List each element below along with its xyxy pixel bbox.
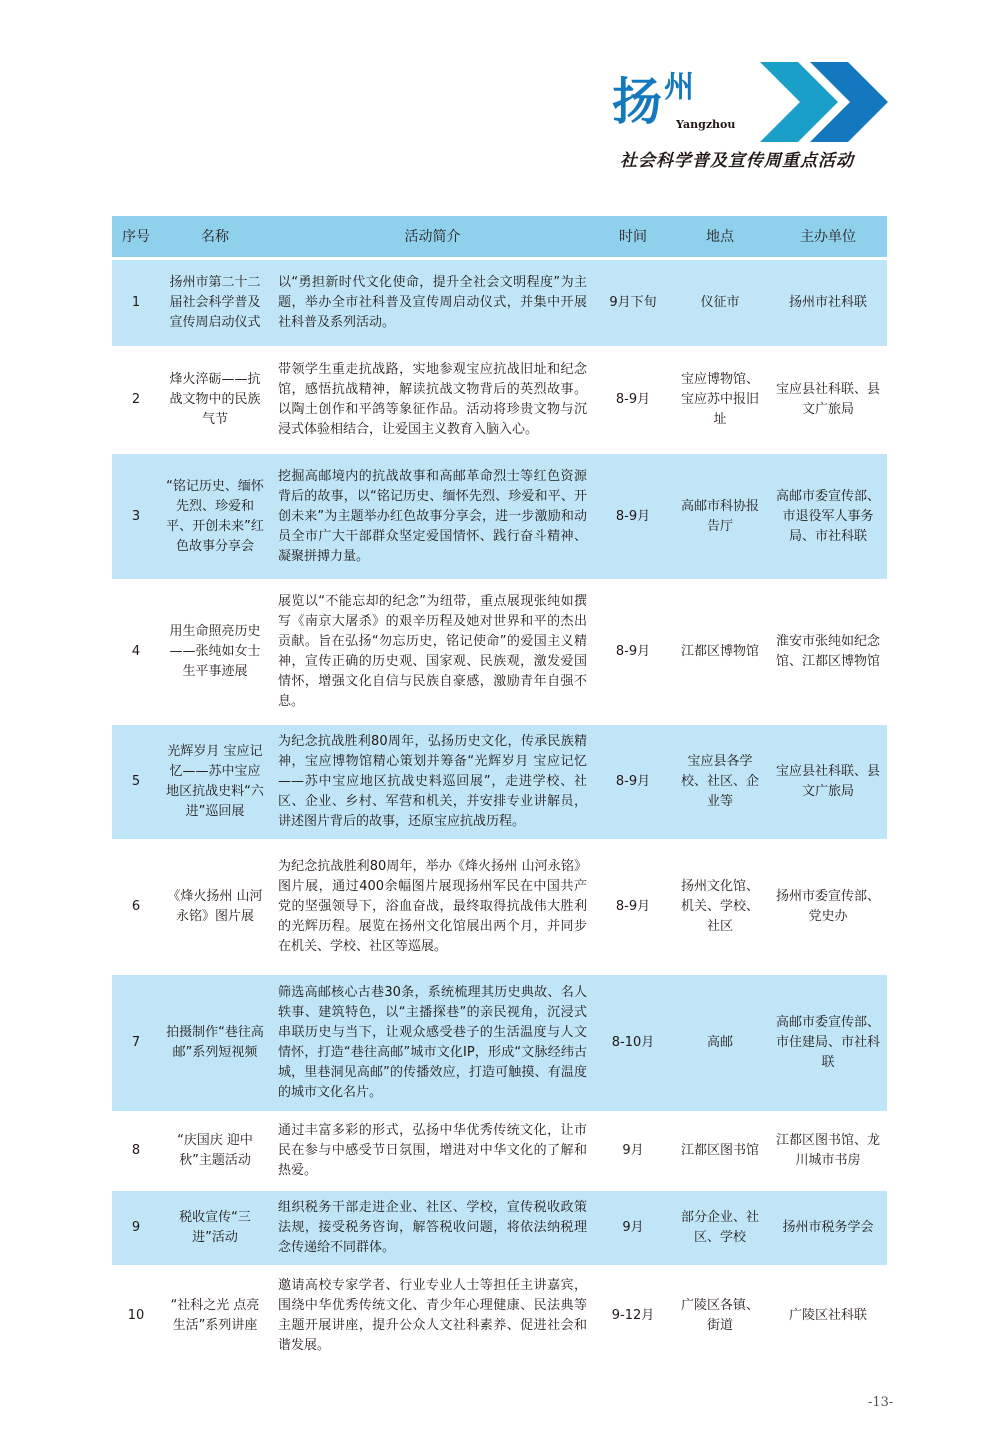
cell-place: 江都区博物馆: [671, 582, 769, 722]
cell-no: 5: [112, 725, 160, 839]
cell-no: 8: [112, 1114, 160, 1188]
cell-intro: 组织税务干部走进企业、社区、学校，宣传税收政策法规，接受税务咨询，解答税收问题，将依法纳税理念传递给不同群体。: [270, 1191, 595, 1265]
cell-name: 扬州市第二十二届社会科学普及宣传周启动仪式: [160, 260, 270, 346]
cell-no: 1: [112, 260, 160, 346]
table-row: [112, 842, 887, 972]
table-row: [112, 260, 887, 346]
cell-place: 仪征市: [671, 260, 769, 346]
cell-org: 扬州市委宣传部、党史办: [769, 842, 887, 972]
column-header-no: 序号: [112, 216, 160, 257]
table-row: [112, 349, 887, 451]
cell-place: 高邮: [671, 975, 769, 1111]
logo-english: Yangzhou: [676, 118, 736, 131]
column-header-intro: 活动简介: [270, 216, 595, 257]
cell-intro: 展览以“不能忘却的纪念”为纽带，重点展现张纯如撰写《南京大屠杀》的艰辛历程及她对世界和平的杰出贡献。旨在弘扬“勿忘历史，铭记使命”的爱国主义精神，宣传正确的历史观、国家观、民族观，激发爱国情怀，增强文化自信与民族自豪感，激励青年自强不息。: [270, 582, 595, 722]
cell-org: 宝应县社科联、县文广旅局: [769, 349, 887, 451]
cell-time: 8-10月: [595, 975, 671, 1111]
column-header-name: 名称: [160, 216, 270, 257]
cell-org: 高邮市委宣传部、市住建局、市社科联: [769, 975, 887, 1111]
cell-no: 3: [112, 454, 160, 579]
cell-intro: 带领学生重走抗战路，实地参观宝应抗战旧址和纪念馆，感悟抗战精神，解读抗战文物背后的英烈故事。以陶土创作和平鸽等象征作品。活动将珍贵文物与沉浸式体验相结合，让爱国主义教育入脑入心。: [270, 349, 595, 451]
page-header: [0, 0, 1000, 200]
logo-character-zhou: 州: [664, 70, 696, 105]
cell-name: “社科之光 点亮生活”系列讲座: [160, 1268, 270, 1364]
cell-intro: 以“勇担新时代文化使命，提升全社会文明程度”为主题，举办全市社科普及宣传周启动仪式，并集中开展社科普及系列活动。: [270, 260, 595, 346]
cell-no: 9: [112, 1191, 160, 1265]
cell-time: 8-9月: [595, 582, 671, 722]
cell-time: 8-9月: [595, 349, 671, 451]
cell-place: 宝应博物馆、宝应苏中报旧址: [671, 349, 769, 451]
cell-no: 6: [112, 842, 160, 972]
cell-place: 广陵区各镇、街道: [671, 1268, 769, 1364]
column-header-org: 主办单位: [769, 216, 887, 257]
activities-table: [112, 213, 887, 1367]
cell-name: 烽火淬砺——抗战文物中的民族气节: [160, 349, 270, 451]
cell-org: 扬州市社科联: [769, 260, 887, 346]
table-row: [112, 725, 887, 839]
cell-intro: 通过丰富多彩的形式，弘扬中华优秀传统文化，让市民在参与中感受节日氛围，增进对中华文化的了解和热爱。: [270, 1114, 595, 1188]
cell-name: 拍摄制作“巷往高邮”系列短视频: [160, 975, 270, 1111]
cell-place: 高邮市科协报告厅: [671, 454, 769, 579]
table-row: [112, 454, 887, 579]
cell-no: 2: [112, 349, 160, 451]
logo-character-yang: 扬: [612, 72, 664, 131]
cell-no: 7: [112, 975, 160, 1111]
cell-intro: 邀请高校专家学者、行业专业人士等担任主讲嘉宾，围绕中华优秀传统文化、青少年心理健康、民法典等主题开展讲座，提升公众人文社科素养、促进社会和谐发展。: [270, 1268, 595, 1364]
cell-name: 《烽火扬州 山河永铭》图片展: [160, 842, 270, 972]
cell-name: 用生命照亮历史——张纯如女士生平事迹展: [160, 582, 270, 722]
cell-time: 9-12月: [595, 1268, 671, 1364]
table-row: [112, 1114, 887, 1188]
cell-org: 宝应县社科联、县文广旅局: [769, 725, 887, 839]
cell-place: 扬州文化馆、机关、学校、社区: [671, 842, 769, 972]
table-row: [112, 975, 887, 1111]
section-subtitle: 社会科学普及宣传周重点活动: [620, 151, 854, 171]
cell-time: 9月: [595, 1191, 671, 1265]
table-row: [112, 1268, 887, 1364]
cell-time: 8-9月: [595, 842, 671, 972]
cell-place: 江都区图书馆: [671, 1114, 769, 1188]
cell-org: 广陵区社科联: [769, 1268, 887, 1364]
column-header-place: 地点: [671, 216, 769, 257]
cell-place: 宝应县各学校、社区、企业等: [671, 725, 769, 839]
cell-org: 扬州市税务学会: [769, 1191, 887, 1265]
cell-org: 高邮市委宣传部、市退役军人事务局、市社科联: [769, 454, 887, 579]
cell-intro: 挖掘高邮境内的抗战故事和高邮革命烈士等红色资源背后的故事，以“铭记历史、缅怀先烈、珍爱和平、开创未来”为主题举办红色故事分享会，进一步激励和动员全市广大干部群众坚定爱国情怀、践行奋斗精神、凝聚拼搏力量。: [270, 454, 595, 579]
cell-name: “庆国庆 迎中秋”主题活动: [160, 1114, 270, 1188]
cell-place: 部分企业、社区、学校: [671, 1191, 769, 1265]
cell-intro: 为纪念抗战胜利80周年，举办《烽火扬州 山河永铭》图片展，通过400余幅图片展现扬州军民在中国共产党的坚强领导下，浴血奋战，最终取得抗战伟大胜利的光辉历程。展览在扬州文化馆展出两个月，并同步在机关、学校、社区等巡展。: [270, 842, 595, 972]
cell-no: 10: [112, 1268, 160, 1364]
column-header-time: 时间: [595, 216, 671, 257]
double-chevron-icon: [760, 62, 888, 142]
cell-no: 4: [112, 582, 160, 722]
table-row: [112, 582, 887, 722]
cell-name: 光辉岁月 宝应记忆——苏中宝应地区抗战史料“六进”巡回展: [160, 725, 270, 839]
cell-time: 8-9月: [595, 454, 671, 579]
table-row: [112, 1191, 887, 1265]
page-number: -13-: [868, 1395, 894, 1410]
cell-time: 9月下旬: [595, 260, 671, 346]
cell-time: 9月: [595, 1114, 671, 1188]
cell-intro: 筛选高邮核心古巷30条，系统梳理其历史典故、名人轶事、建筑特色，以“主播探巷”的亲民视角，沉浸式串联历史与当下，让观众感受巷子的生活温度与人文情怀，打造“巷往高邮”城市文化IP，形成“文脉经纬古城，里巷洞见高邮”的传播效应，打造可触摸、有温度的城市文化名片。: [270, 975, 595, 1111]
table-header-row: [112, 216, 887, 257]
cell-intro: 为纪念抗战胜利80周年，弘扬历史文化，传承民族精神，宝应博物馆精心策划并筹备“光辉岁月 宝应记忆——苏中宝应地区抗战史料巡回展”，走进学校、社区、企业、乡村、军营和机关，并安排专业讲解员，讲述图片背后的故事，还原宝应抗战历程。: [270, 725, 595, 839]
cell-name: “铭记历史、缅怀先烈、珍爱和平、开创未来”红色故事分享会: [160, 454, 270, 579]
cell-name: 税收宣传“三进”活动: [160, 1191, 270, 1265]
cell-time: 8-9月: [595, 725, 671, 839]
cell-org: 江都区图书馆、龙川城市书房: [769, 1114, 887, 1188]
cell-org: 淮安市张纯如纪念馆、江都区博物馆: [769, 582, 887, 722]
